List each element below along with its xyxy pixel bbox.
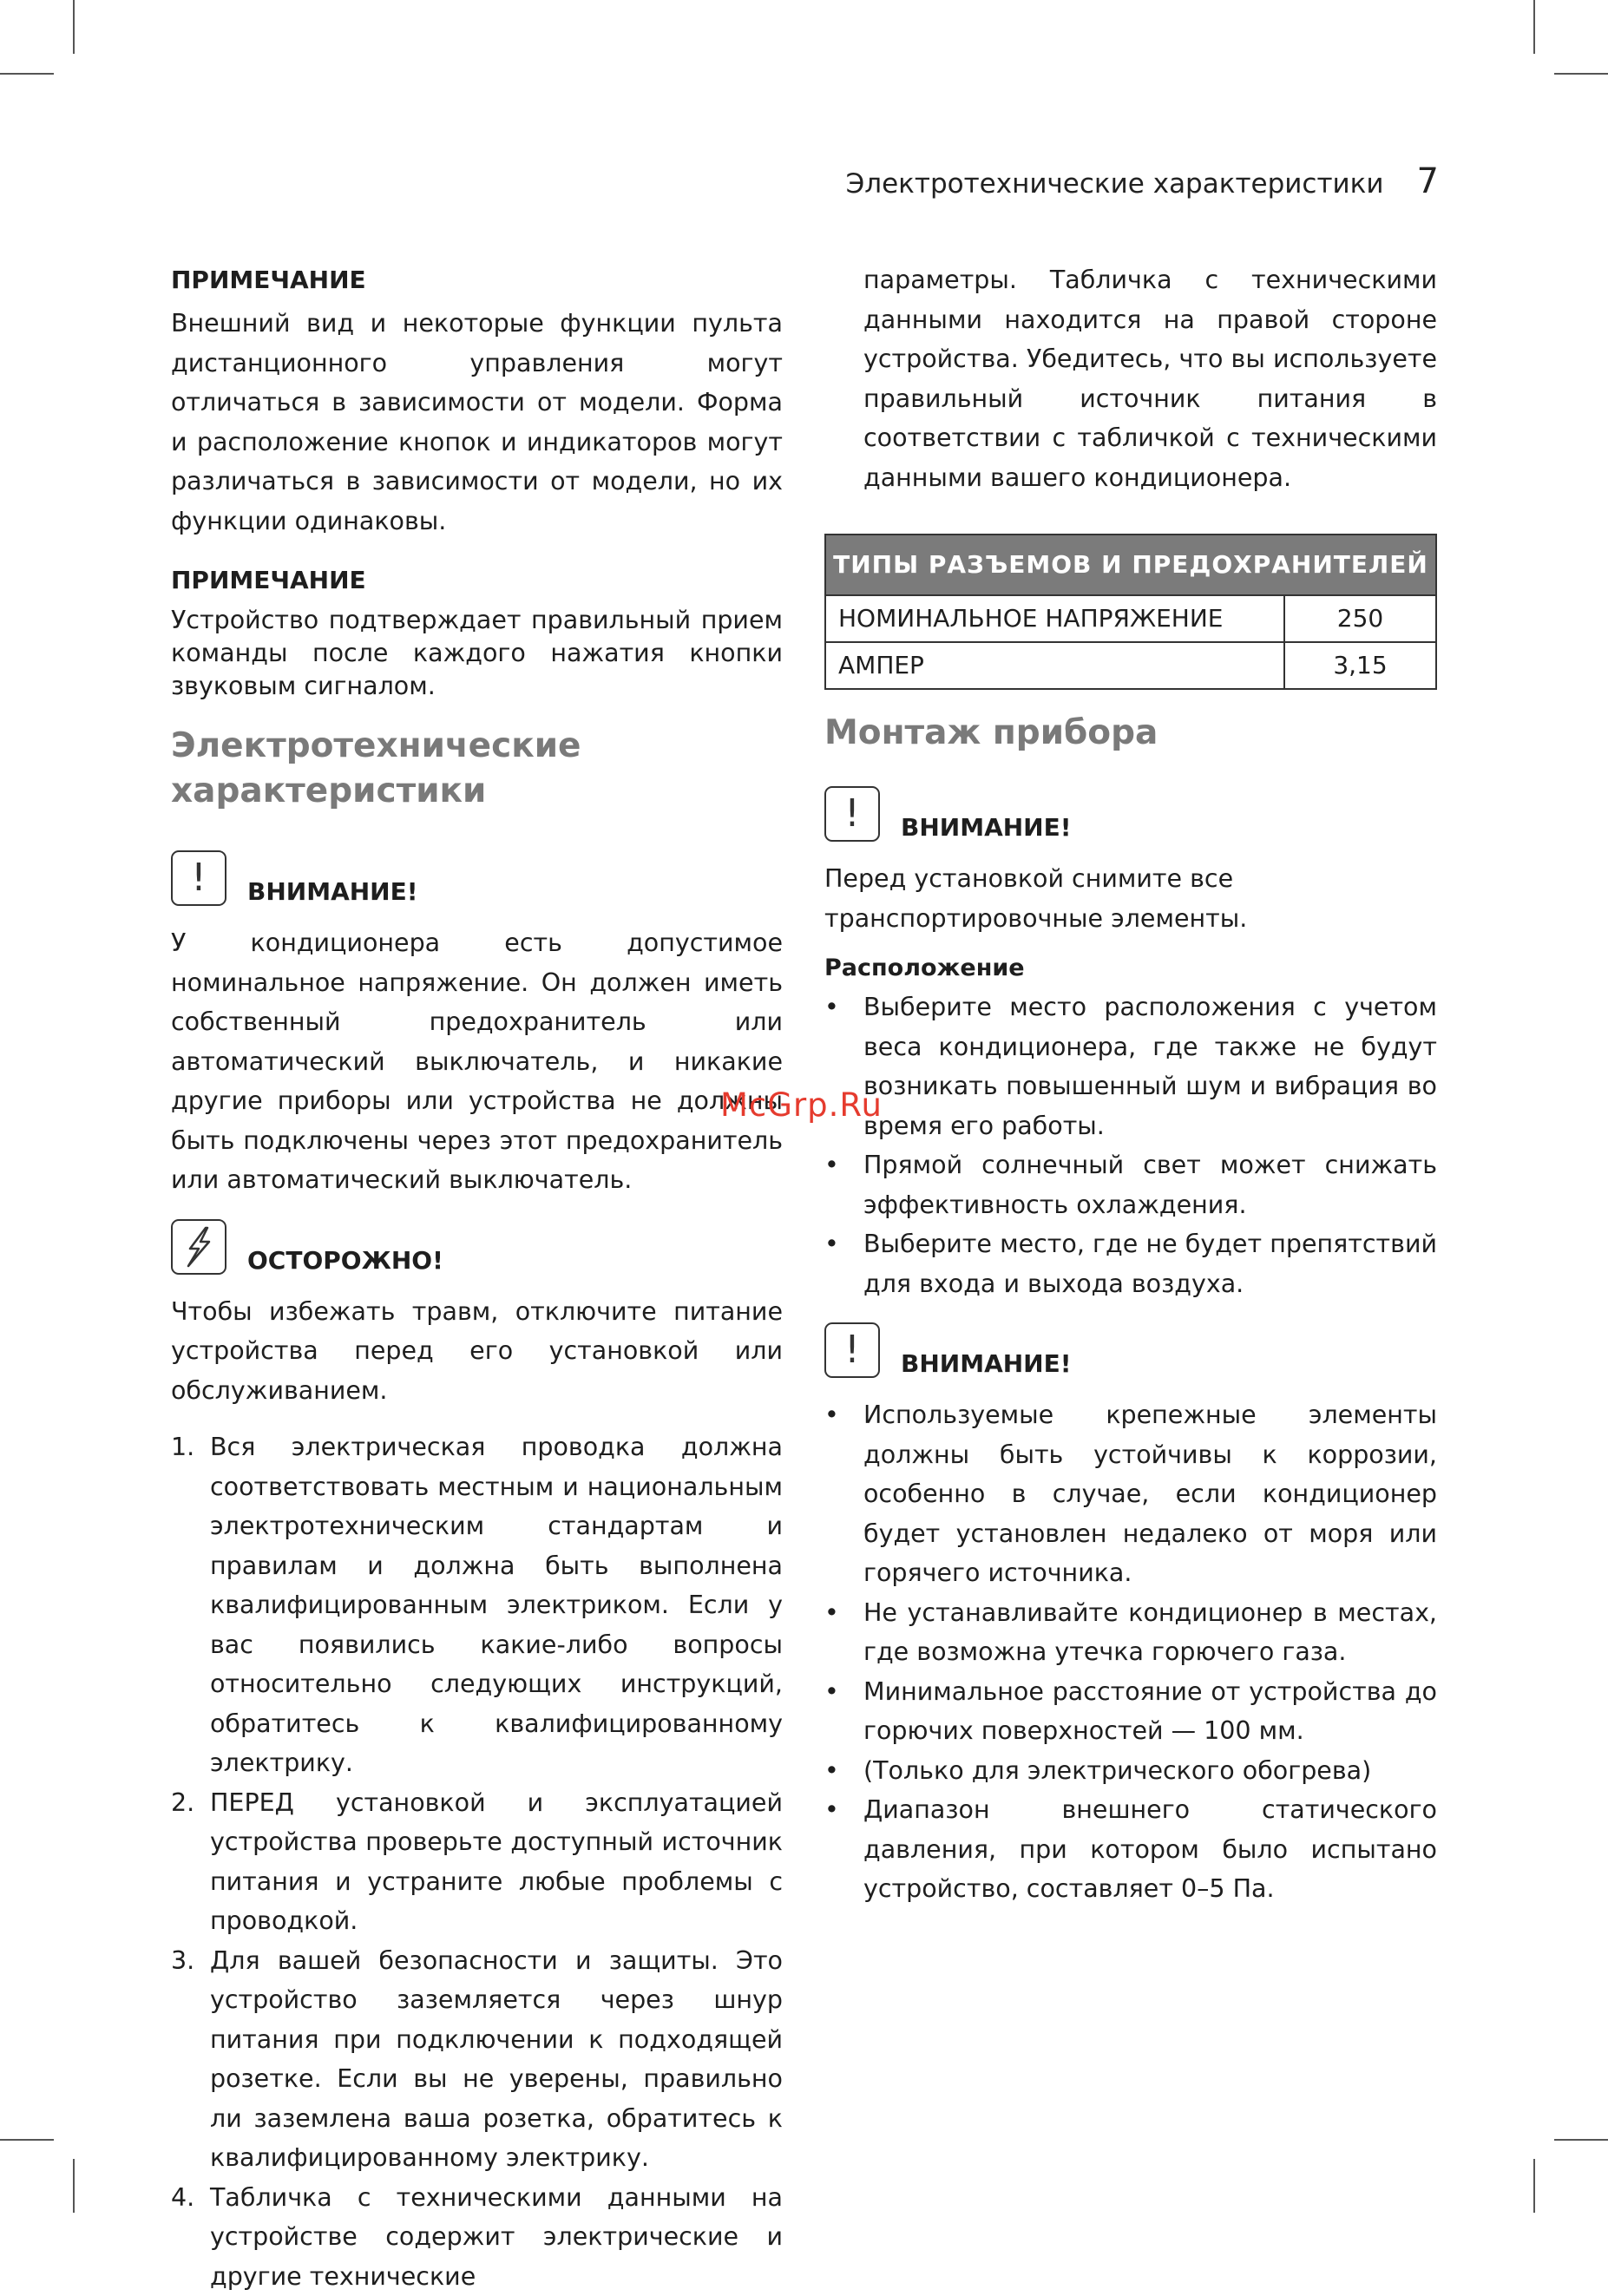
crop-mark-bl-v	[73, 2159, 75, 2213]
bullet-icon: •	[824, 1145, 839, 1185]
crop-mark-tr-h	[1554, 73, 1608, 75]
crop-mark-tr-v	[1533, 0, 1535, 54]
list-number: 3.	[171, 1941, 194, 1981]
crop-mark-br-v	[1533, 2159, 1535, 2213]
list-text: ПЕРЕД установкой и эксплуатацией устройства проверьте доступный источник питания и устраните любые проблемы с проводкой.	[210, 1783, 783, 1941]
list-item	[171, 1427, 783, 1783]
list-number: 2.	[171, 1783, 194, 1823]
bullet-icon: •	[824, 1790, 839, 1830]
page-number: 7	[1417, 161, 1439, 201]
fuse-table	[824, 534, 1437, 690]
list-text: Табличка с техническими данными на устройстве содержит электрические и другие технические	[210, 2178, 783, 2296]
warning-label: ВНИМАНИЕ!	[247, 878, 418, 906]
header-title: Электротехнические характеристики	[846, 168, 1384, 200]
bullet-icon: •	[824, 987, 839, 1027]
list-item	[824, 1751, 1437, 1791]
crop-mark-br-h	[1554, 2139, 1608, 2141]
bullet-icon: •	[824, 1395, 839, 1435]
list-item	[171, 2178, 783, 2296]
table-header: ТИПЫ РАЗЪЕМОВ И ПРЕДОХРАНИТЕЛЕЙ	[825, 535, 1436, 595]
crop-mark-tl-v	[73, 0, 75, 54]
location-list	[824, 987, 1437, 1303]
list-number: 4.	[171, 2178, 194, 2218]
section-title: Монтаж прибора	[824, 711, 1437, 756]
list-text: Минимальное расстояние от устройства до горючих поверхностей — 100 мм.	[863, 1672, 1437, 1751]
list-text: Не устанавливайте кондиционер в местах, где возможна утечка горючего газа.	[863, 1593, 1437, 1672]
bullet-icon: •	[824, 1593, 839, 1633]
list-text: Используемые крепежные элементы должны быть устойчивы к коррозии, особенно в случае, если кондиционер будет установлен недалеко от моря или горячего источника.	[863, 1395, 1437, 1593]
bullet-icon: •	[824, 1224, 839, 1264]
list-item	[171, 1783, 783, 1941]
list-number: 1.	[171, 1427, 194, 1467]
note-text: Внешний вид и некоторые функции пульта дистанционного управления могут отличаться в зависимости от модели. Форма и расположение кнопок и индикаторов могут различаться в зависимости от модели, но их функции одинаковы.	[171, 304, 783, 541]
note-text: Устройство подтверждает правильный прием команды после каждого нажатия кнопки звуковым сигналом.	[171, 604, 783, 703]
mounting-list	[824, 1395, 1437, 1909]
list-item	[824, 1145, 1437, 1224]
table-row	[825, 595, 1436, 642]
bullet-icon: •	[824, 1751, 839, 1791]
note-heading: ПРИМЕЧАНИЕ	[171, 561, 783, 600]
warning-block	[824, 786, 1437, 842]
exclamation-icon: !	[171, 850, 226, 906]
list-item	[824, 1593, 1437, 1672]
warning-block	[171, 850, 783, 906]
crop-mark-tl-h	[0, 73, 54, 75]
list-text: Выберите место расположения с учетом веса кондиционера, где также не будут возникать повышенный шум и вибрация во время его работы.	[863, 987, 1437, 1145]
list-item	[824, 1672, 1437, 1751]
exclamation-icon: !	[824, 1322, 880, 1378]
note-heading: ПРИМЕЧАНИЕ	[171, 260, 783, 299]
subheading: Расположение	[824, 948, 1437, 987]
watermark: McGrp.Ru	[720, 1086, 883, 1124]
list-text: Для вашей безопасности и защиты. Это устройство заземляется через шнур питания при подключении к подходящей розетке. Если вы не уверены, правильно ли заземлена ваша розетка, обратитесь к квалифицированному электрику.	[210, 1941, 783, 2178]
table-cell-label: НОМИНАЛЬНОЕ НАПРЯЖЕНИЕ	[825, 595, 1284, 642]
list-text: (Только для электрического обогрева)	[863, 1751, 1437, 1791]
list-item	[824, 1395, 1437, 1593]
instructions-list	[171, 1427, 783, 2296]
list-text: Выберите место, где не будет препятствий для входа и выхода воздуха.	[863, 1224, 1437, 1303]
list-item	[824, 987, 1437, 1145]
table-cell-value: 3,15	[1284, 642, 1436, 689]
warning-text: Перед установкой снимите все транспортировочные элементы.	[824, 859, 1437, 938]
right-column	[824, 260, 1437, 1909]
bullet-icon: •	[824, 1672, 839, 1712]
caution-block	[171, 1219, 783, 1275]
caution-text: Чтобы избежать травм, отключите питание устройства перед его установкой или обслуживанием.	[171, 1292, 783, 1411]
list-text: Вся электрическая проводка должна соответствовать местным и национальным электротехническим стандартам и правилам и должна быть выполнена квалифицированным электриком. Если у вас появились какие-либо вопросы относительно следующих инструкций, обратитесь к квалифицированному электрику.	[210, 1427, 783, 1783]
lightning-icon	[171, 1219, 226, 1275]
list-text: Диапазон внешнего статического давления, при котором было испытано устройство, составляет 0–5 Па.	[863, 1790, 1437, 1909]
left-column	[171, 260, 783, 2296]
list-text: Прямой солнечный свет может снижать эффективность охлаждения.	[863, 1145, 1437, 1224]
continuation-text: параметры. Табличка с техническими данными находится на правой стороне устройства. Убедитесь, что вы используете правильный источник питания в соответствии с табличкой с техническими данными вашего кондиционера.	[824, 260, 1437, 497]
section-title: Электротехнические характеристики	[171, 724, 783, 814]
warning-block	[824, 1322, 1437, 1378]
table-cell-label: АМПЕР	[825, 642, 1284, 689]
exclamation-icon: !	[824, 786, 880, 842]
running-header	[846, 161, 1439, 201]
warning-label: ВНИМАНИЕ!	[901, 1350, 1072, 1378]
list-item	[824, 1224, 1437, 1303]
list-item	[171, 1941, 783, 2178]
warning-text: У кондиционера есть допустимое номинальное напряжение. Он должен иметь собственный предохранитель или автоматический выключатель, и никакие другие приборы или устройства не должны быть подключены через этот предохранитель или автоматический выключатель.	[171, 923, 783, 1200]
table-cell-value: 250	[1284, 595, 1436, 642]
list-item	[824, 1790, 1437, 1909]
crop-mark-bl-h	[0, 2139, 54, 2141]
table-row	[825, 642, 1436, 689]
caution-label: ОСТОРОЖНО!	[247, 1247, 443, 1275]
warning-label: ВНИМАНИЕ!	[901, 814, 1072, 842]
